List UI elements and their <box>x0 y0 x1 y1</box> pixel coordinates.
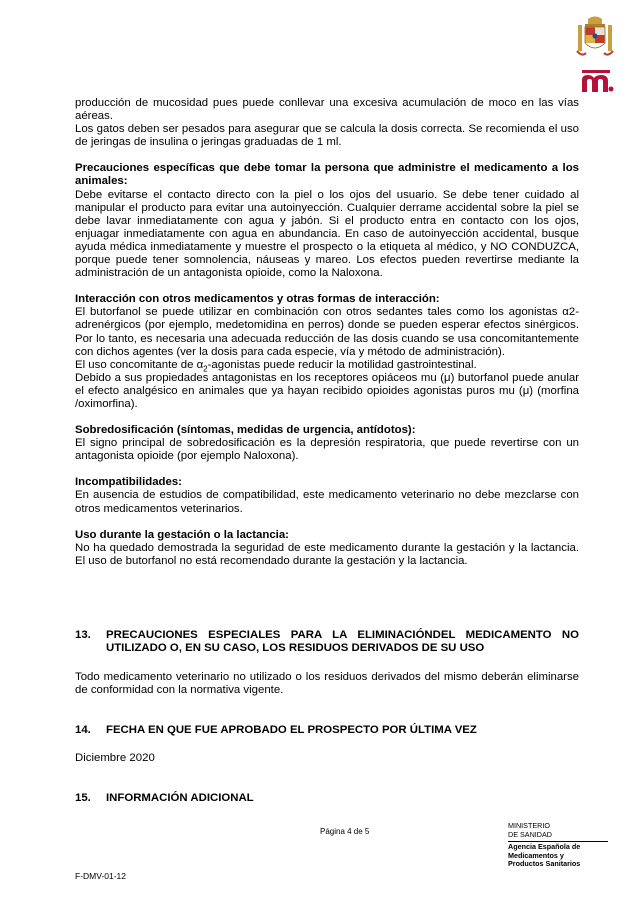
section-title: INFORMACIÓN ADICIONAL <box>106 792 254 804</box>
document-code: F-DMV-01-12 <box>75 871 127 881</box>
body-text <box>75 97 579 568</box>
section-number: 14. <box>75 724 91 736</box>
paragraph: El butorfanol se puede utilizar en combinación con otros sedantes tales como los agonistas α2-adrenérgicos (por ejemplo, medetomidina en perros) donde se pueden esperar efectos sinérgicos. Por lo tanto, es necesaria una adecuada reducción de las dosis cuando se usa concomitantemente con dichos agentes (ver la dosis para cada especie, vía y método de administración). <box>75 306 579 358</box>
paragraph: El uso concomitante de $\alpha_2$-agonistas puede reducir la motilidad gastrointestinal. <box>75 358 477 373</box>
agency-line: Medicamentos y <box>508 850 564 860</box>
paragraph: En ausencia de estudios de compatibilidad, este medicamento veterinario no debe mezclarse con otros medicamentos veterinarios. <box>75 489 579 515</box>
paragraph: Los gatos deben ser pesados para asegurar que se calcula la dosis correcta. Se recomienda el uso de jeringas de insulina o jeringas graduadas de 1 ml. <box>75 123 579 149</box>
ministry-line: DE SANIDAD <box>508 829 552 839</box>
subheading-incompatibilidades: Incompatibilidades: <box>75 476 182 489</box>
paragraph: Debe evitarse el contacto directo con la piel o los ojos del usuario. Se debe tener cuidado al manipular el producto para evitar una autoinyección. Cualquier derrame accidental sobre la piel se debe lavar inmediatamente con agua y jabón. Si el producto entra en contacto con los ojos, enjuagar inmediatamente con agua en abundancia. En caso de autoinyección accidental, busque ayuda médica inmediatamente y muestre el prospecto o la etiqueta al médico, y NO CONDUZCA, porque puede tener somnolencia, náuseas y mareo. Los efectos pueden revertirse mediante la administración de un antagonista opioide, como la Naloxona. <box>75 188 579 280</box>
paragraph: No ha quedado demostrada la seguridad de este medicamento durante la gestación y la lactancia. El uso de butorfanol no está recomendado durante la gestación y la lactancia. <box>75 541 579 567</box>
subheading-interaccion: Interacción con otros medicamentos y otras formas de interacción: <box>75 293 440 306</box>
section-15-heading <box>75 792 579 806</box>
section-14-text: Diciembre 2020 <box>75 752 155 764</box>
spain-coat-of-arms-icon <box>576 15 614 61</box>
ministry-line: MINISTERIO <box>508 821 550 830</box>
subheading-gestacion: Uso durante la gestación o la lactancia: <box>75 528 289 541</box>
paragraph: El signo principal de sobredosificación es la depresión respiratoria, que puede revertirse con un antagonista opioide (por ejemplo Naloxona). <box>75 437 579 463</box>
page-number: Página 4 de 5 <box>320 827 370 836</box>
ministry-block <box>508 822 613 869</box>
section-13-text: Todo medicamento veterinario no utilizado o los residuos derivados del mismo deberán eliminarse de conformidad con la normativa vigente. <box>75 671 579 697</box>
section-title: FECHA EN QUE FUE APROBADO EL PROSPECTO POR ÚLTIMA VEZ <box>106 724 477 736</box>
aemps-m-logo-icon <box>580 70 614 92</box>
section-13-heading <box>75 629 579 656</box>
agency-line: Productos Sanitarios <box>508 859 581 869</box>
section-14-heading <box>75 724 579 738</box>
paragraph: producción de mucosidad pues puede conllevar una excesiva acumulación de moco en las vías aéreas. <box>75 97 579 123</box>
agency-line: Agencia Española de <box>508 842 581 852</box>
section-number: 15. <box>75 792 91 804</box>
section-title: PRECAUCIONES ESPECIALES PARA LA ELIMINACIÓNDEL MEDICAMENTO NO UTILIZADO O, EN SU CASO, LOS RESIDUOS DERIVADOS DE SU USO <box>106 629 579 655</box>
paragraph: Debido a sus propiedades antagonistas en los receptores opiáceos mu (μ) butorfanol puede anular el efecto analgésico en animales que ya hayan recibido opioides agonistas puros mu (μ) (morfina /oximorfina). <box>75 371 579 410</box>
subheading-sobredosificacion: Sobredosificación (síntomas, medidas de urgencia, antídotos): <box>75 424 416 437</box>
subheading-precauciones: Precauciones específicas que debe tomar la persona que administre el medicamento a los animales: <box>75 162 579 188</box>
section-number: 13. <box>75 629 91 641</box>
